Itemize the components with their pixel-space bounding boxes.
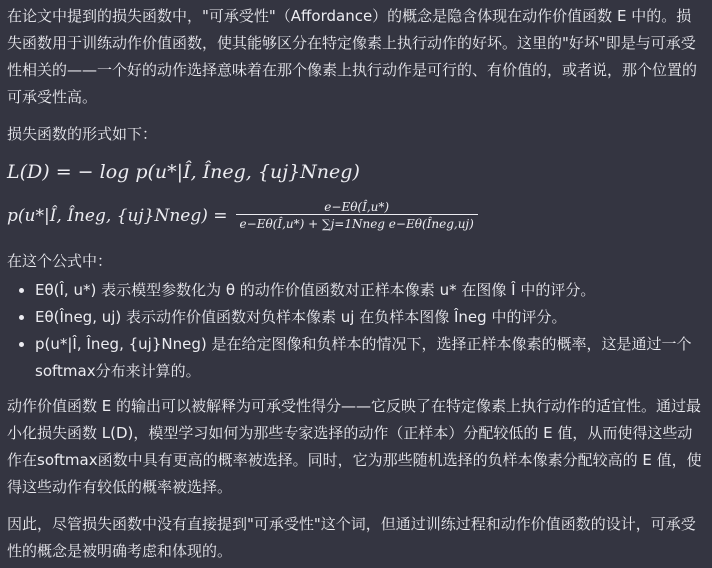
list-item: • p(u*|Î, Îneg, {uj}Nneg) 是在给定图像和负样本的情况下，选择正样本像素的概率，这是通过一个softmax分布来计算的。 (35, 331, 705, 385)
fraction-numerator: e−Eθ(Î,u*) (324, 200, 390, 214)
equation-loss: L(D) = − log p(u*|Î, Îneg, {uj}Nneg) (7, 161, 360, 183)
fraction-denominator: e−Eθ(Î,u*) + ∑j=1Nneg e−Eθ(Îneg,uj) (236, 214, 478, 232)
list-item: • Eθ(Î, u*) 表示模型参数化为 θ 的动作价值函数对正样本像素 u* 在图像 Î 中的评分。 (35, 277, 705, 304)
equation-probability-left: p(u*|Î, Îneg, {uj}Nneg) = (7, 205, 228, 226)
equation-probability (7, 192, 705, 240)
paragraph-loss-form: 损失函数的形式如下： (7, 125, 158, 143)
paragraph-intro: 在论文中提到的损失函数中，"可承受性"（Affordance）的概念是隐含体现在动作价值函数 E 中的。损失函数用于训练动作价值函数，使其能够区分在特定像素上执行动作的好坏。这里的"好坏"即是与可承受性相关的——一个好的动作选择意味着在那个像素上执行动作是可行的、有价值的，或者说，那个位置的可承受性高。 (7, 7, 698, 106)
paragraph-conclusion: 因此，尽管损失函数中没有直接提到"可承受性"这个词，但通过训练过程和动作价值函数的设计，可承受性的概念是被明确考虑和体现的。 (7, 515, 696, 560)
paragraph-interpretation: 动作价值函数 E 的输出可以被解释为可承受性得分——它反映了在特定像素上执行动作的适宜性。通过最小化损失函数 L(D)，模型学习如何为那些专家选择的动作（正样本）分配较低的 E 值，从而使得这些动作在softmax函数中具有更高的概率被选择。同时，它为那些随机选择的负样本像素分配较高的 E 值，使得这些动作有较低的概率被选择。 (7, 397, 702, 496)
paragraph-in-formula: 在这个公式中： (7, 252, 113, 270)
bullet-list (7, 277, 705, 385)
list-item: • Eθ(Îneg, uj) 表示动作价值函数对负样本像素 uj 在负样本图像 Îneg 中的评分。 (35, 304, 705, 331)
fraction (236, 200, 478, 232)
